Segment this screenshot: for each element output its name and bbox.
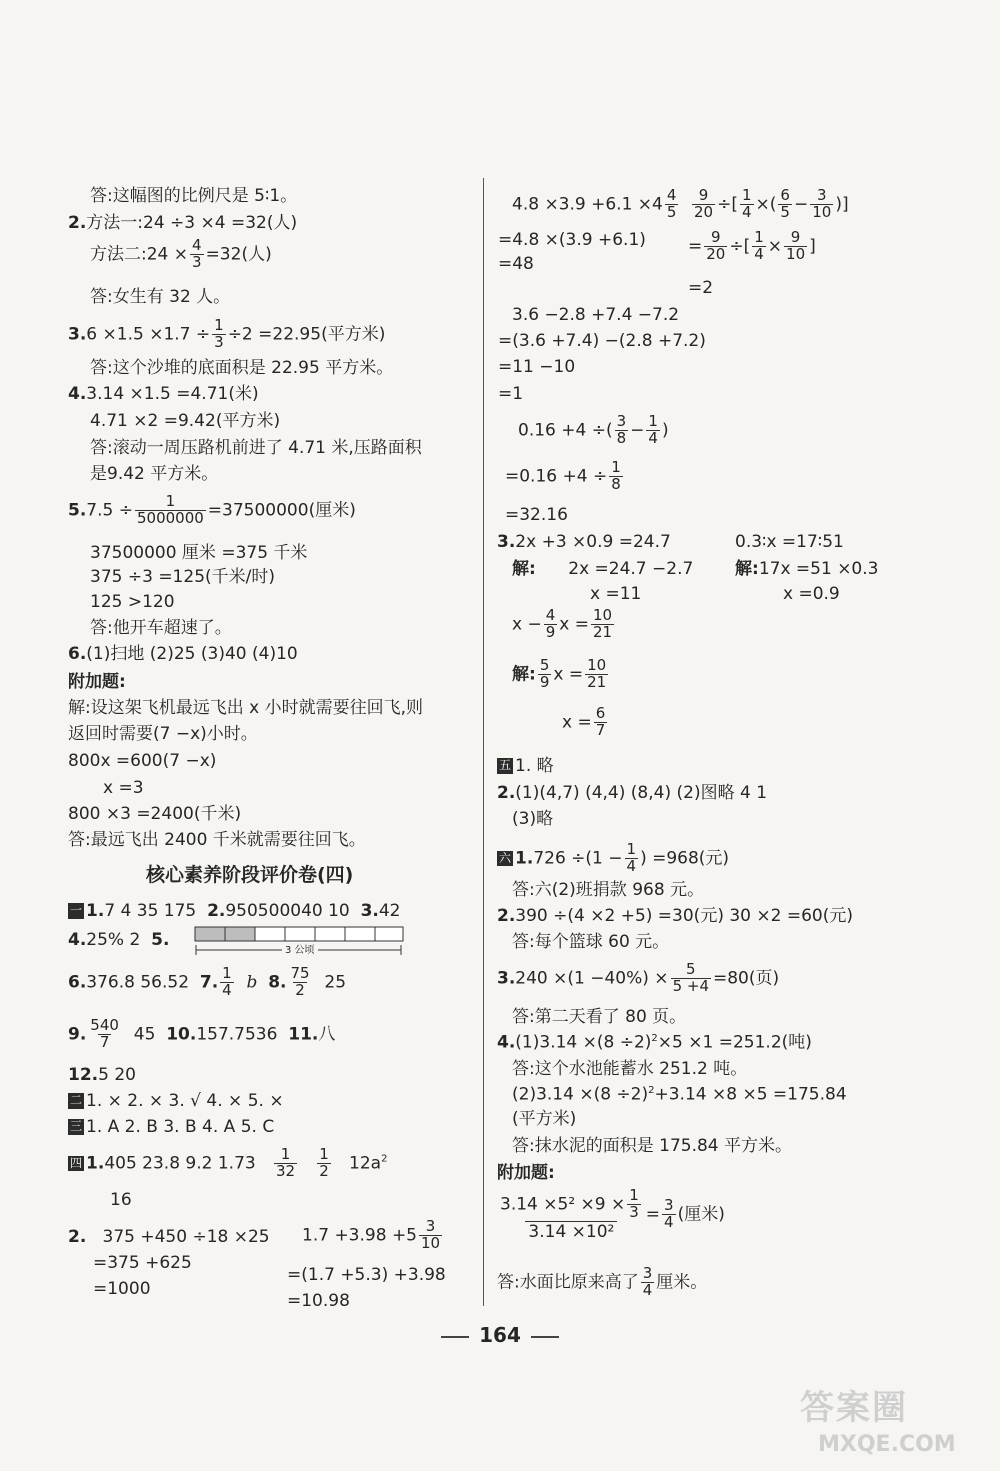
answer-line: 3.6 ×1.5 ×1.7 ÷ $\frac{1}{3}$ ÷2 =22.95(平方米) xyxy=(68,316,386,351)
bar-label: 3 公顷 xyxy=(282,946,318,956)
answer-line: 四 1.405 23.8 9.2 1.73 $\frac{1}{32}$ $\frac{1}{2}$ $12a^2$ xyxy=(70,1145,388,1180)
answer-line: 二 1. × 2. × 3. √ 4. × 5. × xyxy=(70,1091,284,1111)
answer-line: 16 xyxy=(110,1190,132,1210)
answer-line: 答:第二天看了 80 页。 xyxy=(512,1007,687,1027)
answer-line: 37500000 厘米 =375 千米 xyxy=(90,543,308,563)
answer-line: 六 1.726 ÷(1 − $\frac{1}{4}$ ) =968(元) xyxy=(499,840,730,875)
extra-heading: 附加题: xyxy=(68,672,126,692)
answer-line: 返回时需要(7 −x)小时。 xyxy=(68,724,258,744)
answer-line: 125 >120 xyxy=(90,592,175,612)
answer-line: 0.16 +4 ÷( $\frac{3}{8}$ − $\frac{1}{4}$ ) xyxy=(518,412,669,447)
answer-line: =(1.7 +5.3) +3.98 xyxy=(287,1265,446,1285)
watermark: 答案圈 xyxy=(800,1388,908,1428)
answer-line: 答:六(2)班捐款 968 元。 xyxy=(512,880,705,900)
answer-line: 3.6 −2.8 +7.4 −7.2 xyxy=(512,305,680,325)
answer-line: x =0.9 xyxy=(783,584,840,604)
answer-line: 答:这个沙堆的底面积是 22.95 平方米。 xyxy=(90,358,394,378)
answer-line: =375 +625 xyxy=(93,1253,192,1273)
answer-line: 1.7 +3.98 +5 $\frac{3}{10}$ xyxy=(302,1217,441,1252)
answer-line: 答:女生有 32 人。 xyxy=(90,287,231,307)
answer-line: 解:17x =51 ×0.3 xyxy=(735,559,879,579)
answer-line: 方法二:24 × $\frac{4}{3}$ =32(人) xyxy=(90,236,272,271)
answer-line: 答:他开车超速了。 xyxy=(90,618,232,638)
answer-line: x =3 xyxy=(103,778,144,798)
page-number: 164 xyxy=(0,1323,1000,1347)
answer-line: 解:设这架飞机最远飞出 x 小时就需要往回飞,则 xyxy=(68,698,423,718)
answer-line: 答:这幅图的比例尺是 5∶1。 xyxy=(90,186,298,206)
answer-line: 3.240 ×(1 −40%) × $\frac{5}{5 +4}$ =80(页) xyxy=(497,960,780,995)
answer-line: (3)略 xyxy=(512,809,554,829)
answer-line: 6.(1)扫地 (2)25 (3)40 (4)10 xyxy=(68,644,298,664)
answer-line: $4.(1)3.14 \times(8 \div 2)^2\times 5 \times 1 =251.2$(吨) xyxy=(497,1032,812,1053)
answer-line: 答:抹水泥的面积是 175.84 平方米。 xyxy=(512,1136,793,1156)
answer-line: x =11 xyxy=(590,584,642,604)
answer-line: 2. 375 +450 ÷18 ×25 xyxy=(68,1227,270,1247)
answer-line: x = $\frac{6}{7}$ xyxy=(562,704,606,739)
extra-heading: 附加题: xyxy=(497,1163,555,1183)
answer-line: =32.16 xyxy=(505,505,568,525)
answer-line: 12.5 20 xyxy=(68,1065,136,1085)
answer-line: =11 −10 xyxy=(498,357,576,377)
answer-line: 2.方法一:24 ÷3 ×4 =32(人) xyxy=(68,213,298,233)
section-title: 核心素养阶段评价卷(四) xyxy=(146,864,354,886)
answer-line: =4.8 ×(3.9 +6.1) xyxy=(498,230,646,250)
answer-line: 一 1.7 4 35 175 2.950500040 10 3.42 xyxy=(70,901,401,921)
answer-line: 800 ×3 =2400(千米) xyxy=(68,804,242,824)
answer-line: =0.16 +4 ÷ $\frac{1}{8}$ xyxy=(505,458,621,493)
answer-line: 解: 2x =24.7 −2.7 xyxy=(512,559,694,579)
answer-line: 9. $\frac{540}{7}$ 45 10.157.7536 11.八 xyxy=(68,1016,336,1051)
answer-line: 2.(1)(4,7) (4,4) (8,4) (2)图略 4 1 xyxy=(497,783,768,803)
answer-line: 3.14 ×5² ×9 × $\frac{1}{3}$ 3.14 ×10² = $\frac{3}{4}$ (厘米) xyxy=(500,1186,725,1242)
answer-line: =1 xyxy=(498,384,524,404)
answer-line: =2 xyxy=(688,278,714,298)
answer-line: 解: $\frac{5}{9}$ x = $\frac{10}{21}$ xyxy=(512,656,607,691)
answer-line: 800x =600(7 −x) xyxy=(68,751,217,771)
answer-line: 0.3∶x =17∶51 xyxy=(735,532,844,552)
answer-line: 4.25% 2 5. xyxy=(68,930,170,950)
answer-line: 4.3.14 ×1.5 =4.71(米) xyxy=(68,384,259,404)
answer-line: =10.98 xyxy=(287,1291,350,1311)
answer-line: 答:滚动一周压路机前进了 4.71 米,压路面积 xyxy=(90,438,422,458)
answer-line: 4.71 ×2 =9.42(平方米) xyxy=(90,411,281,431)
answer-line: 5.7.5 ÷ $\frac{1}{5000000}$ =37500000(厘米) xyxy=(68,492,356,527)
answer-line: 五 1. 略 xyxy=(499,756,554,776)
answer-line: = $\frac{9}{20}$ ÷[ $\frac{1}{4}$ × $\frac{9}{10}$ ] xyxy=(688,228,816,263)
answer-line: =(3.6 +7.4) −(2.8 +7.2) xyxy=(498,331,706,351)
watermark-url: MXQE.COM xyxy=(818,1432,956,1457)
answer-line: 答:最远飞出 2400 千米就需要往回飞。 xyxy=(68,830,366,850)
column-divider xyxy=(483,178,484,1306)
answer-line: $\frac{9}{20}$ ÷[ $\frac{1}{4}$ ×( $\frac{6}{5}$ − $\frac{3}{10}$ )] xyxy=(694,186,849,221)
answer-line: 2.390 ÷(4 ×2 +5) =30(元) 30 ×2 =60(元) xyxy=(497,906,853,926)
answer-line: (平方米) xyxy=(512,1109,577,1129)
answer-line: 6.376.8 56.52 7. $\frac{1}{4}$ b 8. $\frac{75}{2}$ 25 xyxy=(68,964,347,999)
answer-line: 是9.42 平方米。 xyxy=(90,464,219,484)
answer-line: 4.8 ×3.9 +6.1 ×4 $\frac{4}{5}$ xyxy=(512,186,677,221)
answer-line: x − $\frac{4}{9}$ x = $\frac{10}{21}$ xyxy=(512,606,613,641)
answer-line: 答:水面比原来高了 $\frac{3}{4}$ 厘米。 xyxy=(497,1264,708,1299)
answer-line: 3.2x +3 ×0.9 =24.7 xyxy=(497,532,671,552)
answer-line: 答:这个水池能蓄水 251.2 吨。 xyxy=(512,1059,748,1079)
answer-line: 375 ÷3 =125(千米/时) xyxy=(90,567,275,587)
answer-line: =48 xyxy=(498,254,534,274)
answer-line: =1000 xyxy=(93,1279,151,1299)
answer-line: $(2)3.14 \times(8 \div 2)^2+3.14 \times 8 \times 5 =175.84$ xyxy=(512,1084,847,1105)
answer-line: 答:每个篮球 60 元。 xyxy=(512,932,670,952)
answer-line: 三 1. A 2. B 3. B 4. A 5. C xyxy=(70,1117,275,1137)
